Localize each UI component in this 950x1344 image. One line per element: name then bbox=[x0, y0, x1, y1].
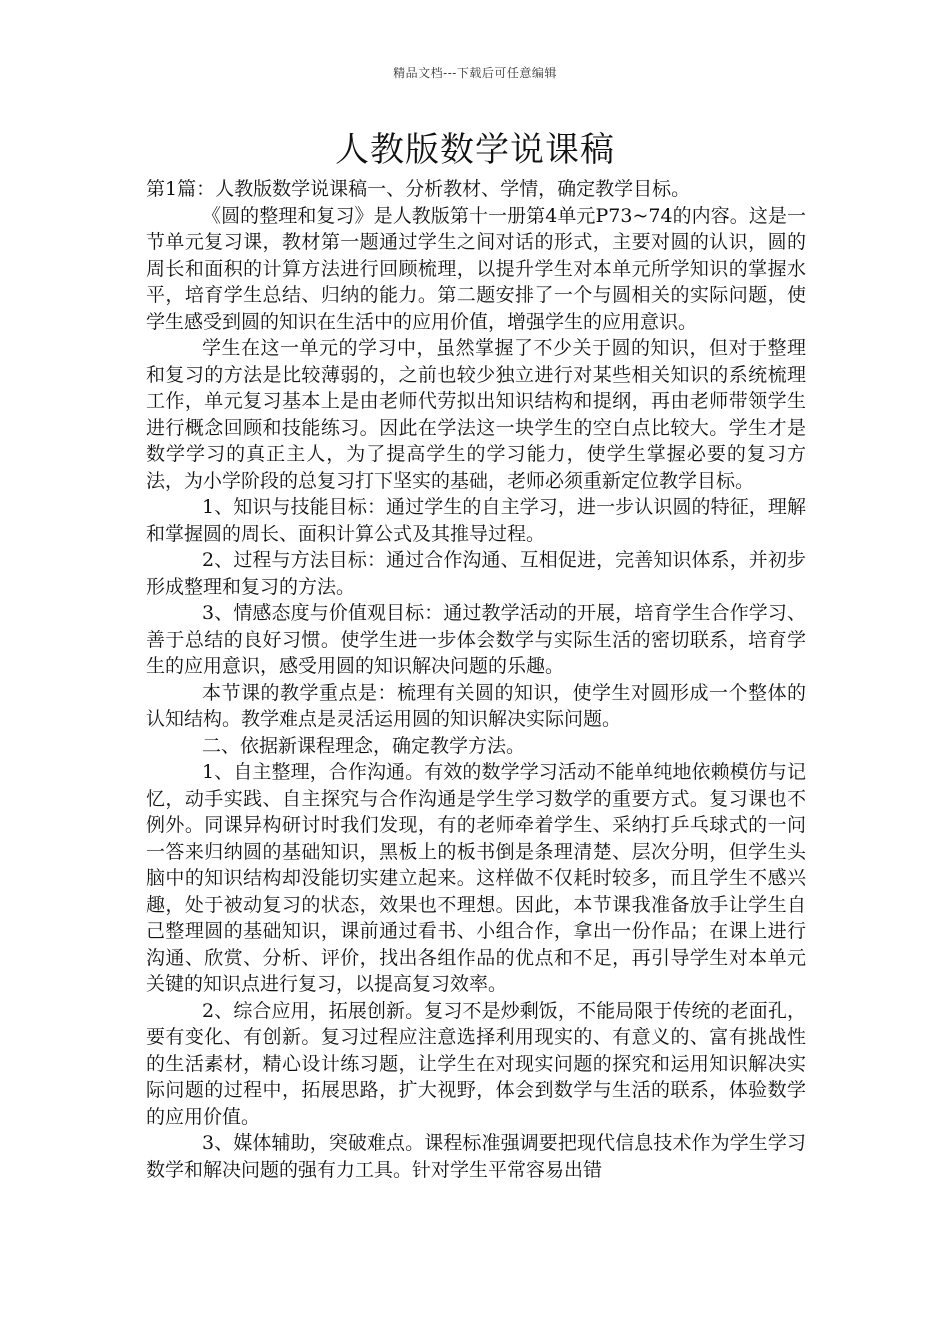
paragraph: 《圆的整理和复习》是人教版第十一册第4单元P73~74的内容。这是一节单元复习课，教材第一题通过学生之间对话的形式，主要对圆的认识，圆的周长和面积的计算方法进行回顾梳理，以提升学生对本单元所学知识的掌握水平，培育学生总结、归纳的能力。第二题安排了一个与圆相关的实际问题，使学生感受到圆的知识在生活中的应用价值，增强学生的应用意识。 bbox=[146, 204, 806, 333]
paragraph: 3、情感态度与价值观目标：通过教学活动的开展，培育学生合作学习、善于总结的良好习惯。使学生进一步体会数学与实际生活的密切联系，培育学生的应用意识，感受用圆的知识解决问题的乐趣。 bbox=[146, 602, 806, 677]
header-note: 精品文档---下载后可任意编辑 bbox=[393, 66, 557, 80]
paragraph: 学生在这一单元的学习中，虽然掌握了不少关于圆的知识，但对于整理和复习的方法是比较薄弱的，之前也较少独立进行对某些相关知识的系统梳理工作，单元复习基本上是由老师代劳拟出知识结构和提纲，再由老师带领学生进行概念回顾和技能练习。因此在学法这一块学生的空白点比较大。学生才是数学学习的真正主人，为了提高学生的学习能力，使学生掌握必要的复习方法，为小学阶段的总复习打下坚实的基础，老师必须重新定位教学目标。 bbox=[146, 337, 806, 492]
paragraph: 2、综合应用，拓展创新。复习不是炒剩饭，不能局限于传统的老面孔，要有变化、有创新。复习过程应注意选择利用现实的、有意义的、富有挑战性的生活素材，精心设计练习题，让学生在对现实问题的探究和运用知识解决实际问题的过程中，拓展思路，扩大视野，体会到数学与生活的联系，体验数学的应用价值。 bbox=[146, 999, 806, 1128]
document-body bbox=[146, 176, 806, 1183]
page-title: 人教版数学说课稿 bbox=[335, 130, 615, 170]
paragraph-intro: 第1篇：人教版数学说课稿一、分析教材、学情，确定教学目标。 bbox=[146, 178, 691, 200]
paragraph: 本节课的教学重点是：梳理有关圆的知识，使学生对圆形成一个整体的认知结构。教学难点是灵活运用圆的知识解决实际问题。 bbox=[146, 681, 806, 730]
paragraph: 2、过程与方法目标：通过合作沟通、互相促进，完善知识体系，并初步形成整理和复习的方法。 bbox=[146, 549, 806, 598]
paragraph: 1、自主整理，合作沟通。有效的数学学习活动不能单纯地依赖模仿与记忆，动手实践、自主探究与合作沟通是学生学习数学的重要方式。复习课也不例外。同课异构研讨时我们发现，有的老师牵着学生、采纳打乒乓球式的一问一答来归纳圆的基础知识，黑板上的板书倒是条理清楚、层次分明，但学生头脑中的知识结构却没能切实建立起来。这样做不仅耗时较多，而且学生不感兴趣，处于被动复习的状态，效果也不理想。因此，本节课我准备放手让学生自己整理圆的基础知识，课前通过看书、小组合作，拿出一份作品；在课上进行沟通、欣赏、分析、评价，找出各组作品的优点和不足，再引导学生对本单元关键的知识点进行复习，以提高复习效率。 bbox=[146, 761, 806, 995]
paragraph: 1、知识与技能目标：通过学生的自主学习，进一步认识圆的特征，理解和掌握圆的周长、面积计算公式及其推导过程。 bbox=[146, 496, 806, 545]
paragraph: 3、媒体辅助，突破难点。课程标准强调要把现代信息技术作为学生学习数学和解决问题的强有力工具。针对学生平常容易出错 bbox=[146, 1132, 806, 1181]
section-heading: 二、依据新课程理念，确定教学方法。 bbox=[202, 734, 526, 757]
